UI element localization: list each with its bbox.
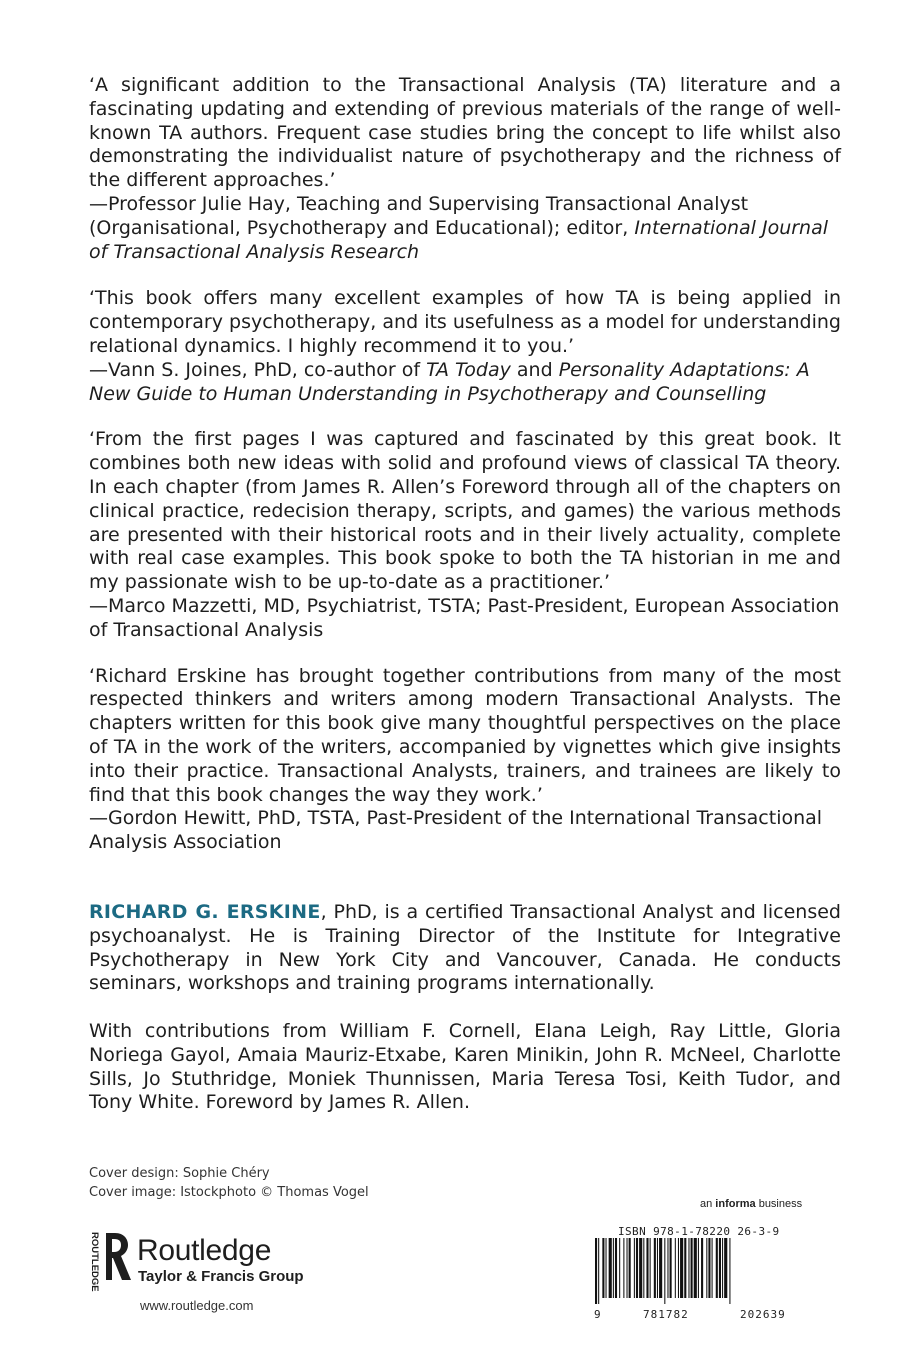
- barcode-bar: [629, 1238, 631, 1298]
- barcode-left-digit: 9: [594, 1308, 601, 1321]
- barcode-bar: [722, 1238, 723, 1298]
- quote-attribution: —Gordon Hewitt, PhD, TSTA, Past-President of the International Transactional Analysis Association: [89, 807, 823, 854]
- barcode-bar: [627, 1238, 628, 1298]
- endorsement-joines: [89, 287, 841, 406]
- barcode-bar: [646, 1238, 648, 1298]
- quote-text: ‘From the first pages I was captured and fascinated by this great book. It combines both new ideas with solid and profound views of classical TA theory. In each chapter (from James R. Allen’s Foreword through all of the chapters on clinical practice, redecision therapy, scripts, and games) the various methods are presented with their historical roots and in their lively actuality, complete with real case examples. This book spoke to both the TA historian in me and my passionate wish to be up-to-date as a practitioner.’: [89, 428, 841, 594]
- barcode-right-digits: 202639: [740, 1308, 786, 1321]
- barcode-bar: [643, 1238, 644, 1298]
- cover-credits: [89, 1164, 369, 1202]
- barcode-bar: [657, 1238, 658, 1298]
- barcode-bar: [598, 1238, 599, 1304]
- barcode-bar: [708, 1238, 710, 1298]
- quote-attribution: —Vann S. Joines, PhD, co-author of TA Today and Personality Adaptations: A New Guide to Human Understanding in Psychotherapy and Counselling: [89, 358, 810, 405]
- barcode-bar: [623, 1238, 624, 1298]
- barcode-bar: [719, 1238, 721, 1298]
- barcode-bar: [602, 1238, 604, 1298]
- contributors-text: With contributions from William F. Cornell, Elana Leigh, Ray Little, Gloria Noriega Gayol, Amaia Mauriz-Etxabe, Karen Minikin, John R. McNeel, Charlotte Sills, Jo Stuthridge, Moniek Thunnissen, Maria Teresa Tosi, Keith Tudor, and Tony White. Foreword by James R. Allen.: [89, 1020, 841, 1114]
- barcode-bar: [667, 1238, 668, 1298]
- barcode-bar: [688, 1238, 689, 1298]
- barcode-mid-digits: 781782: [643, 1308, 689, 1321]
- quote-text: ‘A significant addition to the Transactional Analysis (TA) literature and a fascinating updating and extending of previous materials of the range of well-known TA authors. Frequent case studies bring the concept to life whilst also demonstrating the individualist nature of psychotherapy and the richness of the different approaches.’: [89, 74, 841, 192]
- barcode-bar: [675, 1238, 676, 1298]
- barcode-bar: [634, 1238, 635, 1298]
- endorsement-hay: [89, 74, 841, 264]
- barcode-bar: [609, 1238, 612, 1298]
- barcode-bar: [706, 1238, 707, 1298]
- endorsement-mazzetti: [89, 428, 841, 642]
- barcode-bar: [654, 1238, 656, 1298]
- barcode-bar: [712, 1238, 713, 1298]
- barcode-bar: [664, 1238, 665, 1304]
- barcode-bar: [606, 1238, 607, 1298]
- routledge-mark-icon: [89, 1230, 133, 1292]
- barcode-bar: [729, 1238, 730, 1304]
- barcode-bar: [650, 1238, 651, 1298]
- barcode-bar: [684, 1238, 686, 1298]
- barcode-bar: [716, 1238, 718, 1298]
- author-name: RICHARD G. ERSKINE: [89, 900, 321, 923]
- back-cover-text: [89, 74, 841, 1115]
- barcode-bar: [595, 1238, 597, 1304]
- cover-image-credit: Cover image: Istockphoto © Thomas Vogel: [89, 1185, 369, 1200]
- quote-text: ‘This book offers many excellent examples of how TA is being applied in contemporary psychotherapy, and its usefulness as a model for understanding relational dynamics. I highly recommend it to you.’: [89, 287, 841, 357]
- quote-attribution: —Marco Mazzetti, MD, Psychiatrist, TSTA; Past-President, European Association of Transactional Analysis: [89, 594, 840, 641]
- barcode-bar: [701, 1238, 703, 1298]
- publisher-group: Taylor & Francis Group: [138, 1268, 304, 1285]
- informa-tagline: an informa business: [700, 1198, 803, 1210]
- barcode: [593, 1238, 839, 1304]
- barcode-bar: [691, 1238, 693, 1298]
- endorsement-hewitt: [89, 665, 841, 855]
- author-bio: RICHARD G. ERSKINE, PhD, is a certified Transactional Analyst and licensed psychoanalyst. He is Training Director of the Institute for Integrative Psychotherapy in New York City and Vancouver, Canada. He conducts seminars, workshops and training programs internationally.: [89, 900, 841, 995]
- barcode-bar: [694, 1238, 697, 1298]
- barcode-bar: [724, 1238, 727, 1298]
- barcode-bar: [680, 1238, 683, 1298]
- svg-text:ROUTLEDGE: ROUTLEDGE: [89, 1232, 100, 1292]
- quote-attribution: —Professor Julie Hay, Teaching and Supervising Transactional Analyst (Organisational, Psychotherapy and Educational); editor, International Journal of Transactional Analysis Research: [89, 192, 829, 263]
- quote-text: ‘Richard Erskine has brought together contributions from many of the most respected thinkers and writers among modern Transactional Analysts. The chapters written for this book give many thoughtful perspectives on the place of TA in the work of the writers, accompanied by vignettes which give insights into their practice. Transactional Analysts, trainers, and trainees are likely to find that this book changes the way they work.’: [89, 664, 841, 806]
- barcode-bar: [613, 1238, 614, 1298]
- routledge-logo: [89, 1230, 329, 1294]
- publisher-url[interactable]: www.routledge.com: [140, 1298, 254, 1313]
- barcode-bar: [639, 1238, 642, 1298]
- publisher-name: Routledge: [137, 1234, 272, 1267]
- barcode-bar: [670, 1238, 672, 1298]
- barcode-bar: [659, 1238, 662, 1298]
- barcode-bar: [636, 1238, 638, 1298]
- barcode-bar: [698, 1238, 699, 1298]
- barcode-bar: [678, 1238, 679, 1298]
- cover-design-credit: Cover design: Sophie Chéry: [89, 1166, 270, 1181]
- barcode-bar: [619, 1238, 620, 1298]
- isbn-label: ISBN 978-1-78220 26-3-9: [618, 1225, 780, 1238]
- barcode-bar: [615, 1238, 617, 1298]
